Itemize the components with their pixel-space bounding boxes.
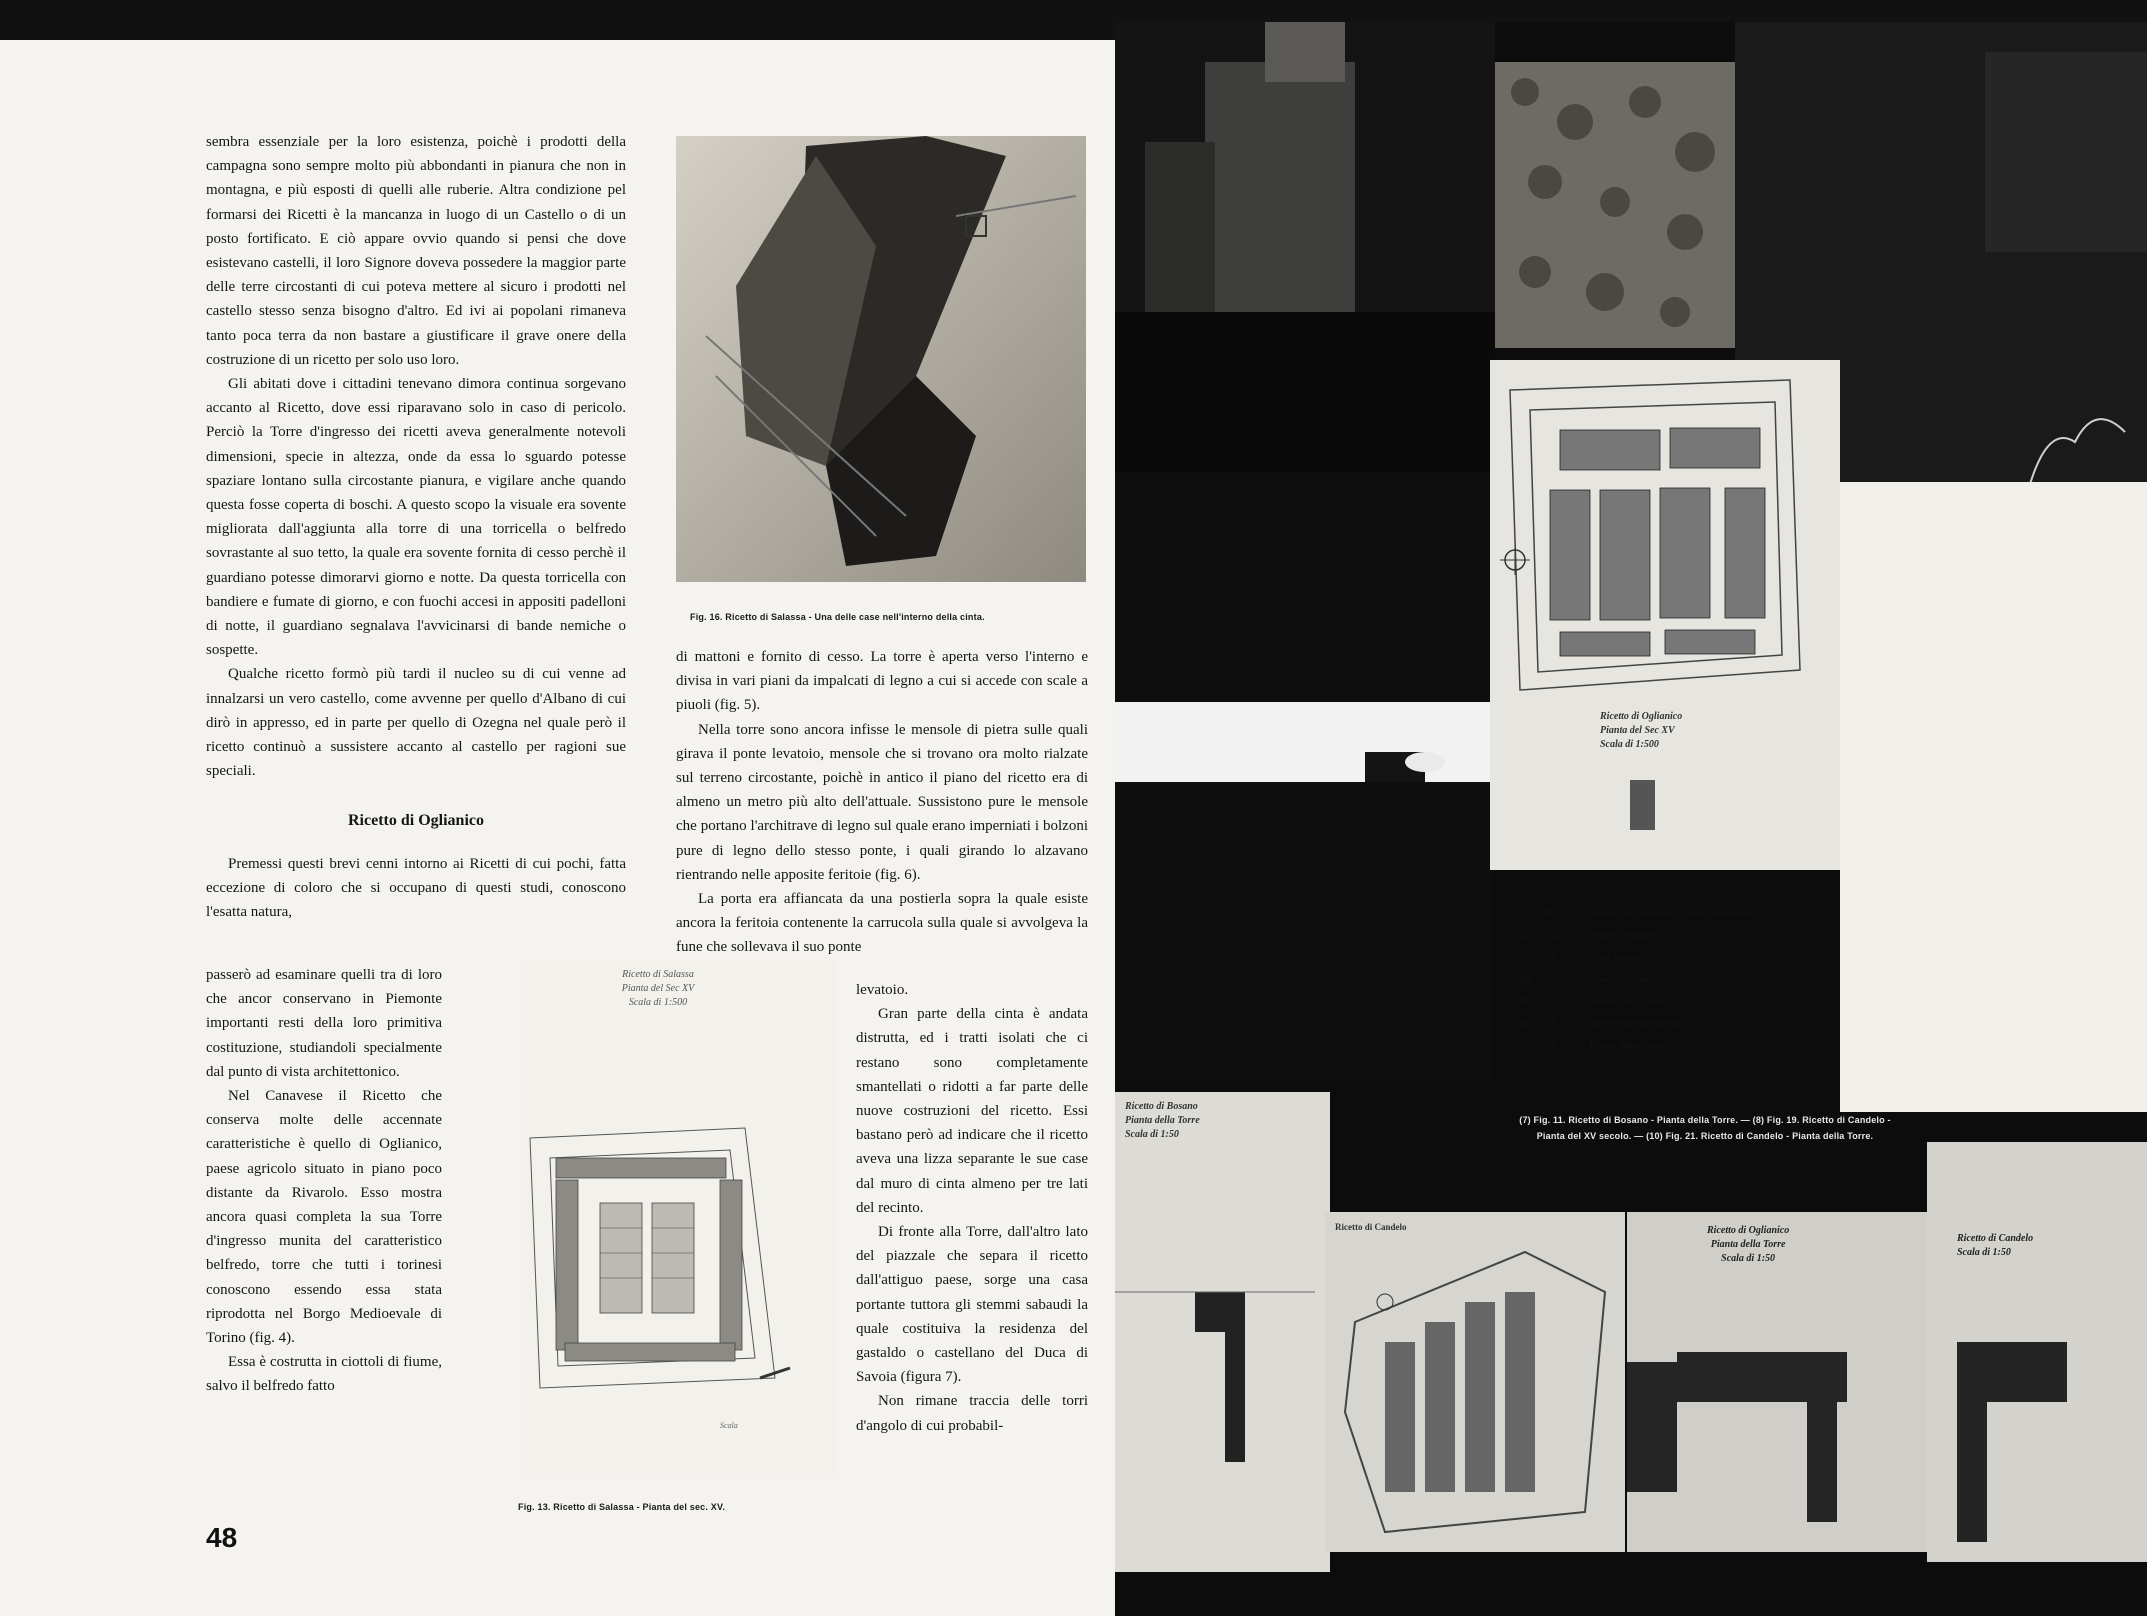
legend-row: (5) » 8. Pianta del XV sec. [1520,996,1668,1006]
column-2-narrow-text [856,978,1088,1438]
figure-legend [1520,902,1920,1056]
fig13-caption: Fig. 13. Ricetto di Salassa - Pianta del sec. XV. [518,1502,726,1512]
svg-text:Scala: Scala [720,1421,738,1430]
legend-row: (7) » 6. Pianta della Torre. [1520,1040,1668,1050]
fig19-candelo-plan [1325,1212,1625,1552]
fig13-label: Ricetto di Salassa Pianta del Sec XV Scala di 1:500 [621,969,695,1008]
paragraph: Nel Canavese il Ricetto che conserva molte delle accennate caratteristiche è quello di Oglianico, paese agricolo situato in piano poco distante da Rivarolo. Esso mostra ancora quasi completa la sua Torre d'ingresso munita del caratteristico belfredo, torre che tutti i torinesi conoscono essendo essa stata riprodotta nel Borgo Medioevale di Torino (fig. 4). [206,1088,442,1347]
fig21-candelo-plan [1927,1142,2147,1562]
legend-row: (2) » 10. Mura di ciottoli. [1520,930,1657,940]
fig13-plan [520,958,838,1478]
legend-row: (3) » 9. Casa tipica. [1520,952,1641,962]
fig7-castellana-photo [1115,472,1490,1082]
legend-row: (1) Fig. 4. Ricetto di Oglianico - Torre d'ingresso. [1520,908,1755,918]
plan-label: Ricetto di Oglianico Pianta della Torre Scala di 1:50 [1707,1225,1790,1264]
paragraph: sembra essenziale per la loro esistenza, poichè i prodotti della campagna sono sempre molto più abbondanti in pianura che non in montagna, e più esposti di quelli alle ruberie. Altra condizione pel formarsi dei Ricetti è la mancanza in luogo di un Castello o di un posto fortificato. E ciò appare ovvio quando si pensi che dove esistevano castelli, il loro Signore doveva possedere la maggior parte delle terre circostanti di cui poteva mettere al sicuro i prodotti nel castello stesso senza bisogno d'altro. Ed ivi ai popolani rimaneva tanto poca terra da non bastare a giustificare il grave onere della costruzione di un ricetto per solo uso loro. [206,134,626,368]
fig6-tower-plan [1627,1212,1927,1552]
paragraph: Di fronte alla Torre, dall'altro lato del piazzale che separa il ricetto dall'attiguo paese, sorge una casa portante tuttora gli stemmi sabaudi la quale costituiva la residenza del gastaldo o castellano del Duca di Savoia (figura 7). [856,1224,1088,1386]
bottom-caption: (7) Fig. 11. Ricetto di Bosano - Pianta della Torre. — (8) Fig. 19. Ricetto di Candelo - Pianta del XV secolo. — (10) Fig. 21. Ricetto di Candelo - Pianta della Torre. [1519,1115,1891,1141]
paragraph: Nella torre sono ancora infisse le mensole di pietra sulle quali girava il ponte levatoio, mensole che si trovano ora molto rialzate sul terreno circostante, poichè in antico il piano del ricetto era di almeno un metro più alto dell'attuale. Sussistono pure le mensole che portano l'architrave di legno sul quale erano imperniati i bolzoni pure di legno dello stesso ponte, i quali girando lo alzavano rientrando nelle apposite feritoie (fig. 6). [676,721,1088,883]
paragraph: Gli abitati dove i cittadini tenevano dimora continua sorgevano accanto al Ricetto, dove essi riparavano solo in caso di pericolo. Perciò la Torre d'ingresso dei ricetti aveva generalmente notevoli dimensioni, specie in altezza, onde da essa lo sguardo potesse spaziare lontano sulla circostante pianura, e vigilare anche quando questa fosse coperta di boschi. A questo scopo la visuale era sovente migliorata dall'aggiunta alla torre di una torricella o belfredo sovrastante al suo tetto, la quale era sovente fornita di cesso perchè il guardiano potesse dimorarvi giorno e notte. Da questa torricella con bandiere e fumate di giorno, e con fuochi accesi in appositi padelloni di notte, il guardiano segnalava l'avvicinarsi di bande nemiche o sospette. [206,376,626,659]
paragraph: Non rimane traccia delle torri d'angolo di cui probabil- [856,1393,1088,1434]
fig8-oglianico-plan [1490,360,1840,870]
fig10-wall-photo [1495,62,1735,348]
plan-label: Ricetto di Candelo [1335,1222,1407,1232]
legend-row: (6) » 5. Torre vista dall'interno. [1520,1018,1689,1028]
plan-label: Ricetto di Bosano Pianta della Torre Scala di 1:50 [1125,1101,1200,1140]
column-2-text [676,645,1088,960]
right-page [1115,22,2147,1616]
paragraph: di mattoni e fornito di cesso. La torre è aperta verso l'interno e divisa in vari piani da impalcati di legno a cui si accede con scale a piuoli (fig. 5). [676,649,1088,714]
paragraph: Premessi questi brevi cenni intorno ai Ricetti di cui pochi, fatta eccezione di coloro che si occupano di questi studi, conoscono l'esatta natura, [206,855,626,921]
column-1-narrow-text [206,963,442,1399]
fig11-tower-plan [1115,1092,1330,1572]
paragraph: levatoio. [856,982,909,998]
fig4-tower-photo [1115,22,1495,472]
fig16-photo [676,136,1086,582]
page-number: 48 [206,1522,238,1553]
plan-label: Ricetto di Candelo Scala di 1:50 [1957,1233,2034,1258]
paragraph: passerò ad esaminare quelli tra di loro che ancor conservano in Piemonte importanti resti della loro primitiva costituzione, studiandoli specialmente dal punto di vista architettonico. [206,967,442,1080]
paragraph: Essa è costrutta in ciottoli di fiume, salvo il belfredo fatto [206,1354,442,1395]
section-heading: Ricetto di Oglianico [348,812,484,830]
paragraph: Qualche ricetto formò più tardi il nucleo su di cui venne ad innalzarsi un vero castello, come avvenne per quello d'Albano di cui dirò in appresso, ed in parte per quello di Ozegna nel quale però il ricetto continuò a sussistere accanto al castello per ragioni sue speciali. [206,666,626,780]
fig16-caption: Fig. 16. Ricetto di Salassa - Una delle case nell'interno della cinta. [690,612,985,622]
paragraph: Gran parte della cinta è andata distrutta, ed i tratti isolati che ci restano sono completamente smantellati o ridotti a far parte delle nuove costruzioni del ricetto. Essi bastano però ad indicare che il ricetto aveva una lizza separante le sue case dal muro di cinta almeno per tre lati del recinto. [856,1006,1088,1216]
column-1-text [206,130,626,924]
left-page [0,40,1115,1616]
paragraph: La porta era affiancata da una postierla sopra la quale esiste ancora la feritoia contenente la carrucola sulla quale si avvolgeva la fune che sollevava il suo ponte [676,891,1088,956]
legend-row: (4) » 7. Casa castellana. [1520,974,1661,984]
oglianico-plan-label: Ricetto di Oglianico Pianta del Sec XV Scala di 1:500 [1600,711,1683,750]
